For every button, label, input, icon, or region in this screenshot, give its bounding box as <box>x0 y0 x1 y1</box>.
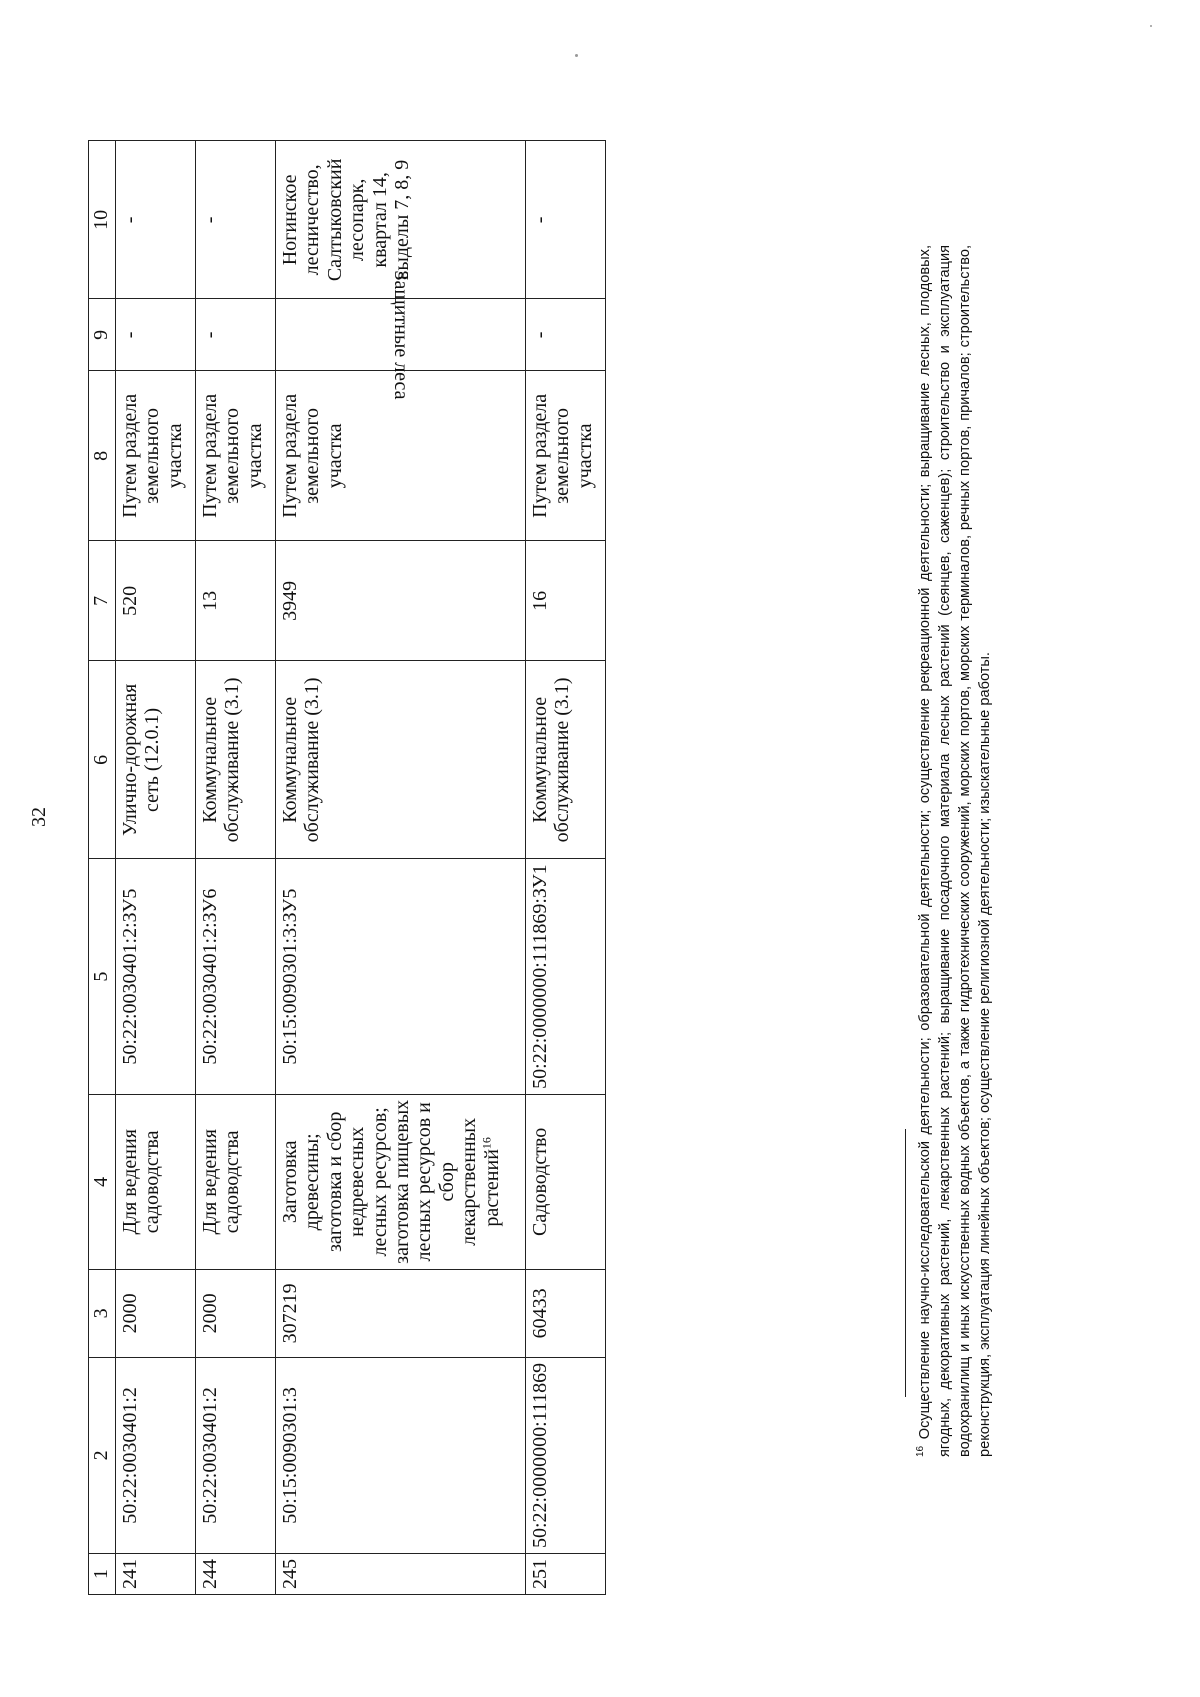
new-area: 3949 <box>276 541 526 661</box>
col-header-6: 6 <box>89 661 116 859</box>
forest-location: - <box>196 141 276 299</box>
col-header-8: 8 <box>89 371 116 541</box>
new-permitted-use: Улично-дорожная сеть (12.0.1) <box>116 661 196 859</box>
source-permitted-use: Для ведения садоводства <box>196 1094 276 1269</box>
source-cadastral-number: 50:22:0030401:2 <box>116 1357 196 1553</box>
source-permitted-use: Для ведения садоводства <box>116 1094 196 1269</box>
land-plot-table <box>88 140 606 1595</box>
source-area: 60433 <box>526 1269 606 1357</box>
source-cadastral-number: 50:15:0090301:3 <box>276 1357 526 1553</box>
table-row <box>526 141 606 1595</box>
permitted-use-text: Заготовка древесины; заготовка и сбор недревесных лесных ресурсов; заготовка пищевых лесных ресурсов и сбор лекарственных растений <box>279 1099 503 1264</box>
footnote-reference: 16 <box>478 1137 493 1150</box>
column-number-row <box>89 141 116 1595</box>
row-number: 241 <box>116 1554 196 1595</box>
col-header-10: 10 <box>89 141 116 299</box>
new-area: 520 <box>116 541 196 661</box>
footnote-marker: 16 <box>915 1445 927 1457</box>
new-area: 16 <box>526 541 606 661</box>
footnote-divider <box>905 1129 906 1397</box>
col-header-1: 1 <box>89 1554 116 1595</box>
row-number: 245 <box>276 1554 526 1595</box>
table-row <box>116 141 196 1595</box>
forest-location: Ногинское лесничество, Салтыковский лесопарк, квартал 14, выделы 7, 8, 9 <box>276 141 526 299</box>
formation-method: Путем раздела земельного участка <box>526 371 606 541</box>
forest-category: - <box>116 299 196 371</box>
col-header-7: 7 <box>89 541 116 661</box>
formation-method: Путем раздела земельного участка <box>196 371 276 541</box>
row-number: 251 <box>526 1554 606 1595</box>
table-row <box>196 141 276 1595</box>
forest-location: - <box>116 141 196 299</box>
source-permitted-use: Садоводство <box>526 1094 606 1269</box>
source-permitted-use <box>276 1094 526 1269</box>
row-number: 244 <box>196 1554 276 1595</box>
col-header-9: 9 <box>89 299 116 371</box>
new-plot-designation: 50:15:0090301:3:ЗУ5 <box>276 859 526 1094</box>
new-plot-designation: 50:22:0000000:111869:ЗУ1 <box>526 859 606 1094</box>
new-permitted-use: Коммунальное обслуживание (3.1) <box>196 661 276 859</box>
source-cadastral-number: 50:22:0000000:111869 <box>526 1357 606 1553</box>
source-area: 2000 <box>196 1269 276 1357</box>
scan-speck <box>1150 25 1152 27</box>
scan-speck <box>575 54 578 57</box>
col-header-3: 3 <box>89 1269 116 1357</box>
new-plot-designation: 50:22:0030401:2:ЗУ6 <box>196 859 276 1094</box>
new-plot-designation: 50:22:0030401:2:ЗУ5 <box>116 859 196 1094</box>
forest-category-text: Защитные леса <box>389 270 412 400</box>
page-number: 32 <box>28 807 50 827</box>
col-header-5: 5 <box>89 859 116 1094</box>
source-area: 307219 <box>276 1269 526 1357</box>
col-header-2: 2 <box>89 1357 116 1553</box>
new-permitted-use: Коммунальное обслуживание (3.1) <box>276 661 526 859</box>
source-cadastral-number: 50:22:0030401:2 <box>196 1357 276 1553</box>
col-header-4: 4 <box>89 1094 116 1269</box>
forest-location: - <box>526 141 606 299</box>
formation-method: Путем раздела земельного участка <box>116 371 196 541</box>
forest-category <box>276 270 526 400</box>
forest-category: - <box>526 299 606 371</box>
source-area: 2000 <box>116 1269 196 1357</box>
footnote-text: Осуществление научно-исследовательской деятельности; образовательной деятельности; осуществление рекреационной деятельности; выращивание лесных, плодовых, ягодных, декоративных растений, лекарственных растений; выращивание посадочного материала лесных растений (сеянцев, саженцев); строительство и эксплуатация водохранилищ и иных искусственных водных объектов, а также гидротехнических сооружений, морских портов, морских терминалов, речных портов, причалов; строительство, реконструкция, эксплуатация линейных объектов; осуществление религиозной деятельности; изыскательные работы. <box>917 245 994 1457</box>
new-area: 13 <box>196 541 276 661</box>
new-permitted-use: Коммунальное обслуживание (3.1) <box>526 661 606 859</box>
table-row <box>276 141 526 1595</box>
footnote <box>915 245 996 1457</box>
forest-category: - <box>196 299 276 371</box>
formation-method: Путем раздела земельного участка <box>276 371 526 541</box>
